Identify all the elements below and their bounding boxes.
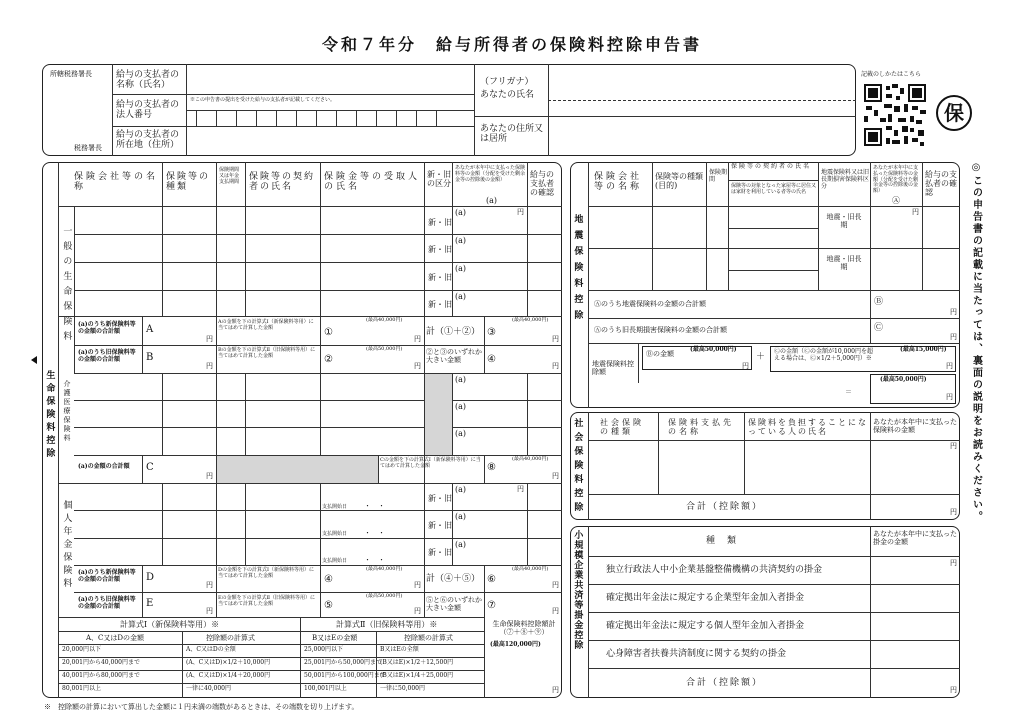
quake-yen-1: 円 <box>912 208 919 216</box>
quake-col-period: 保険期間 <box>709 169 728 183</box>
formula2-r1c2: B又はEの全額 <box>380 646 419 653</box>
quake-col-kind: 地震保険料又は旧長期損害保険料区分 <box>821 169 870 190</box>
life-C-yen: 円 <box>206 472 213 480</box>
life-total-yen: 円 <box>552 686 559 694</box>
life-general-newold-4: 新・旧 <box>428 300 452 309</box>
side-note: ◎この申告書の記載に当たっては、裏面の説明をお読みください。 <box>970 162 982 523</box>
life-pension-a-2: (a) <box>455 512 467 521</box>
life-care-a-1: (a) <box>455 375 467 384</box>
life-A-mark: A <box>146 324 154 335</box>
small-yen-1: 円 <box>950 559 957 567</box>
quake-B-mark: Ⓑ <box>874 297 884 307</box>
life-total-field[interactable] <box>486 652 560 696</box>
life-pension-a-3: (a) <box>455 540 467 549</box>
life-col-period: 保険期間又は年金支払期間 <box>219 167 240 185</box>
life-c6: ⑥ <box>487 574 496 585</box>
life-pension-start-2: 支払開始日 <box>322 531 348 537</box>
life-c8: ⑧ <box>487 462 496 473</box>
quake-B-yen: 円 <box>950 308 957 316</box>
life-col-confirm: 給与の支払者の確認 <box>530 170 554 198</box>
quake-eq: ＝ <box>845 388 852 396</box>
life-C-shaded <box>217 456 378 483</box>
life-c4-max: (最高40,000円) <box>366 566 403 572</box>
quake-col-amount-a: Ⓐ <box>892 196 900 205</box>
life-B-calc: Bの金額を下の計算式Ⅱ（旧保険料等用）に当てはめて計算した金額 <box>218 347 316 359</box>
life-c6-max: (最高40,000円) <box>512 566 549 572</box>
quake-col-confirm: 給与の支払者の確認 <box>925 170 957 198</box>
life-general-a-1: (a) <box>455 208 467 217</box>
tax-office-field[interactable] <box>44 82 110 140</box>
quake-total-yen: 円 <box>946 393 953 401</box>
life-A-label: (a)のうち新保険料等の金額の合計額 <box>78 321 136 335</box>
life-col-contractor: 保険等の契約者の氏名 <box>249 172 316 193</box>
payer-name-label: 給与の支払者の名称（氏名） <box>116 70 180 91</box>
quake-col-contractor: 保険等の契約者の氏名 <box>731 163 812 170</box>
formula1-r2c1: 20,001円から40,000円まで <box>62 659 140 666</box>
formula1-r3c2: (A、C又はD)×1/4＋20,000円 <box>186 672 271 679</box>
life-col-company: 保険会社等の名称 <box>74 172 159 193</box>
life-c1-yen: 円 <box>414 335 421 343</box>
quake-c-max: (最高15,000円) <box>900 346 947 353</box>
small-total-yen: 円 <box>950 686 957 694</box>
life-general-a-4: (a) <box>455 292 467 301</box>
quake-col-amount: あなたが本年中に支払った保険料等の金額（分配を受けた剰余金等の控除後の金額） <box>873 165 919 194</box>
quake-col-target: 保険等の対象となった家屋等に居住又は家財を利用している者等の氏名 <box>731 183 817 195</box>
life-A-calc: Aの金額を下の計算式Ⅰ（新保険料等用）に当てはめて計算した金額 <box>218 319 314 331</box>
life-B-yen: 円 <box>206 362 213 370</box>
life-care-a-2: (a) <box>455 402 467 411</box>
life-D-calc: Dの金額を下の計算式Ⅰ（新保険料等用）に当てはめて計算した金額 <box>218 567 314 579</box>
life-c2-yen: 円 <box>414 362 421 370</box>
quake-plus: ＋ <box>756 352 766 362</box>
life-c4x-yen: 円 <box>552 362 559 370</box>
small-row-3: 確定拠出年金法に規定する個人型年金加入者掛金 <box>606 621 805 631</box>
life-care-shaded-1 <box>425 374 452 455</box>
life-c3-max: (最高40,000円) <box>512 317 549 323</box>
life-A-yen: 円 <box>206 335 213 343</box>
life-section-label: 生命保険料控除 <box>44 370 55 461</box>
life-c5-max: (最高50,000円) <box>366 593 403 599</box>
qr-caption: 記載のしかたはこちら <box>861 71 922 78</box>
life-col-recipient: 保険金等の受取人の氏名 <box>324 172 421 193</box>
life-pension-date-2: ・ ・ <box>364 529 385 537</box>
your-address-label: あなたの住所又は居所 <box>480 124 544 145</box>
payer-name-field[interactable] <box>188 66 472 92</box>
life-C-calc: Cの金額を下の計算式Ⅰ（新保険料等用）に当てはめて計算した金額 <box>380 457 481 469</box>
tax-office-suffix: 税務署長 <box>74 144 102 152</box>
formula2-title: 計算式Ⅱ（旧保険料等用）※ <box>336 620 438 629</box>
social-yen-1: 円 <box>950 442 957 450</box>
formula1-r2c2: (A、C又はD)×1/2＋10,000円 <box>186 659 271 666</box>
quake-C-mark: Ⓒ <box>874 323 884 333</box>
life-c4x: ④ <box>487 354 496 365</box>
quake-col-type: 保険等の種類(目的) <box>655 172 703 191</box>
life-c2-max: (最高50,000円) <box>366 346 403 352</box>
payer-number-note: ※この申告書の提出を受けた給与の支払者が記載してください。 <box>190 97 336 103</box>
earthquake-section-label: 地震保険料控除 <box>572 214 583 326</box>
life-D-label: (a)のうち新保険料等の金額の合計額 <box>78 569 136 583</box>
qr-code-icon[interactable] <box>862 82 928 148</box>
social-col-bearer: 保険料を負担することになっている人の氏名 <box>748 418 868 437</box>
life-section-arrow-icon <box>31 356 37 364</box>
life-pension-newold-1: 新・旧 <box>428 494 452 503</box>
quake-c-yen: 円 <box>946 362 953 370</box>
tax-office-label: 所轄税務署長 <box>50 70 92 78</box>
small-col-amount: あなたが本年中に支払った掛金の金額 <box>873 530 957 547</box>
formula2-r2c1: 25,001円から50,000円まで <box>304 659 382 666</box>
formula1-title: 計算式Ⅰ（新保険料等用）※ <box>120 620 220 629</box>
corporate-number-boxes[interactable] <box>196 110 466 126</box>
life-c2: ② <box>324 354 333 365</box>
footnote: ※ 控除額の計算において算出した金額に１円未満の端数があるときは、その端数を切り上げます。 <box>44 703 359 711</box>
life-pension-date-3: ・ ・ <box>364 556 385 564</box>
social-total: 合計（控除額） <box>686 502 764 512</box>
small-total: 合計（控除額） <box>686 678 764 688</box>
life-c8-yen: 円 <box>552 472 559 480</box>
life-general-a-3: (a) <box>455 264 467 273</box>
life-C-mark: C <box>146 462 154 473</box>
formula2-r2c2: (B又はE)×1/2＋12,500円 <box>380 659 454 666</box>
life-col-type: 保険等の種類 <box>166 172 211 193</box>
formula1-r4c1: 80,001円以上 <box>62 685 101 692</box>
payer-number-label: 給与の支払者の法人番号 <box>116 100 180 121</box>
life-general-a-2: (a) <box>455 236 467 245</box>
life-E-calc: Eの金額を下の計算式Ⅱ（旧保険料等用）に当てはめて計算した金額 <box>218 595 316 607</box>
payer-address-field[interactable] <box>188 128 472 154</box>
small-row-1: 独立行政法人中小企業基盤整備機構の共済契約の掛金 <box>606 565 823 575</box>
furigana-label: （フリガナ） <box>480 77 534 87</box>
quake-kind-1: 地震・旧長期 <box>826 213 862 230</box>
life-E-label: (a)のうち旧保険料等の金額の合計額 <box>78 596 136 610</box>
quake-total-max: (最高50,000円) <box>880 376 927 383</box>
your-name-field[interactable] <box>550 66 854 114</box>
formula2-r1c1: 25,000円以下 <box>304 646 343 653</box>
life-care-a-3: (a) <box>455 429 467 438</box>
formula2-h1: B又はEの金額 <box>312 634 358 642</box>
quake-C-label: Ⓐのうち旧長期損害保険料の金額の合計額 <box>594 326 727 334</box>
formula2-r4c2: 一律に50,000円 <box>380 685 425 692</box>
life-c7-yen: 円 <box>552 607 559 615</box>
life-col-amount-a: (a) <box>486 196 498 205</box>
quake-kind-2: 地震・旧長期 <box>826 255 862 272</box>
formula2-r3c2: (B又はE)×1/4＋25,000円 <box>380 672 454 679</box>
life-pension-a-1: (a) <box>455 485 467 494</box>
life-pension-start-1: 支払開始日 <box>322 504 348 510</box>
quake-C-yen: 円 <box>950 333 957 341</box>
formula2-r4c1: 100,001円以上 <box>304 685 347 692</box>
quake-b-amount-label: Ⓑの金額 <box>646 350 674 358</box>
formula2-r3c1: 50,001円から100,000円まで <box>304 672 386 679</box>
social-section-label: 社会保険料控除 <box>572 418 583 516</box>
life-total-label: 生命保険料控除額計（⑦＋⑧＋⑨） <box>492 620 556 637</box>
page-title: 令和７年分 給与所得者の保険料控除申告書 <box>321 35 702 54</box>
social-col-amount: あなたが本年中に支払った保険料の金額 <box>873 418 957 435</box>
life-general-label: 一般の生命保険料 <box>61 226 72 346</box>
life-sum12: 計（①＋②） <box>426 327 481 337</box>
social-total-yen: 円 <box>950 508 957 516</box>
life-E-mark: E <box>146 598 154 609</box>
quake-col-company: 保険会社等の名称 <box>594 172 643 193</box>
life-care-label: 介護医療保険料 <box>63 380 72 443</box>
life-c5-yen: 円 <box>414 607 421 615</box>
quake-c-rule: Ⓒの金額（Ⓒの金額が10,000円を超える場合は、Ⓒ×1/2＋5,000円）※ <box>774 348 873 362</box>
formula1-r3c1: 40,001円から80,000円まで <box>62 672 140 679</box>
life-c3-yen: 円 <box>552 335 559 343</box>
life-total-max: (最高120,000円) <box>490 641 541 648</box>
life-pension-yen-1: 円 <box>517 485 524 493</box>
life-c1-max: (最高40,000円) <box>366 317 403 323</box>
life-general-newold-2: 新・旧 <box>428 245 452 254</box>
social-col-type: 社会保険の種類 <box>600 418 644 437</box>
quake-B-label: Ⓐのうち地震保険料の金額の合計額 <box>594 300 706 308</box>
life-D-mark: D <box>146 572 155 583</box>
life-E-yen: 円 <box>206 607 213 615</box>
formula2-h2: 控除額の計算式 <box>404 634 453 642</box>
life-pension-date-1: ・ ・ <box>364 502 385 510</box>
life-pension-label: 個人年金保険料 <box>61 500 72 591</box>
life-B-mark: B <box>146 352 154 363</box>
formula1-r1c1: 20,000円以下 <box>62 646 101 653</box>
formula1-h2: 控除額の計算式 <box>206 634 255 642</box>
life-pension-start-3: 支払開始日 <box>322 558 348 564</box>
life-c6-yen: 円 <box>552 581 559 589</box>
social-col-payee: 保険料支払先の名称 <box>668 418 734 437</box>
life-C-label: (a)の金額の合計額 <box>78 463 130 470</box>
quake-b-max: (最高50,000円) <box>690 346 737 353</box>
life-c23: ②と③のいずれか大きい金額 <box>426 348 482 365</box>
life-c56: ⑤と⑥のいずれか大きい金額 <box>426 596 482 613</box>
life-pension-newold-3: 新・旧 <box>428 548 452 557</box>
formula1-r1c2: A、C又はDの全額 <box>186 646 236 653</box>
small-col-type: 種類 <box>706 536 749 546</box>
life-col-newold: 新・旧の区分 <box>427 170 451 189</box>
life-col-amount: あなたが本年中に支払った保険料等の金額（分配を受けた剰余金等の控除後の金額） <box>455 165 526 183</box>
life-D-yen: 円 <box>206 581 213 589</box>
payer-address-label: 給与の支払者の所在地（住所） <box>116 130 180 151</box>
small-section-label: 小規模企業共済等掛金控除 <box>572 530 583 650</box>
formula1-r4c2: 一律に40,000円 <box>186 685 231 692</box>
your-address-field[interactable] <box>550 118 854 154</box>
life-c7: ⑦ <box>487 600 496 611</box>
life-sum45: 計（④＋⑤） <box>426 574 481 584</box>
life-c5: ⑤ <box>324 600 333 611</box>
life-general-newold-3: 新・旧 <box>428 273 452 282</box>
life-c4-yen: 円 <box>414 581 421 589</box>
life-pension-newold-2: 新・旧 <box>428 521 452 530</box>
formula1-h1: A、C又はDの金額 <box>86 634 145 642</box>
life-B-label: (a)のうち旧保険料等の金額の合計額 <box>78 349 136 363</box>
life-c4: ④ <box>324 574 333 585</box>
insurance-stamp-icon: 保 <box>936 95 972 131</box>
life-general-yen-1: 円 <box>517 208 524 216</box>
life-c1: ① <box>324 327 333 338</box>
your-name-label: あなたの氏名 <box>480 90 535 100</box>
quake-deduct-label: 地震保険料控除額 <box>592 360 634 377</box>
quake-b-yen: 円 <box>742 362 749 370</box>
small-row-2: 確定拠出年金法に規定する企業型年金加入者掛金 <box>606 593 805 603</box>
life-c8-max: (最高40,000円) <box>512 456 549 462</box>
life-general-newold-1: 新・旧 <box>428 218 452 227</box>
life-c3: ③ <box>487 327 496 338</box>
small-row-4: 心身障害者扶養共済制度に関する契約の掛金 <box>606 649 787 659</box>
